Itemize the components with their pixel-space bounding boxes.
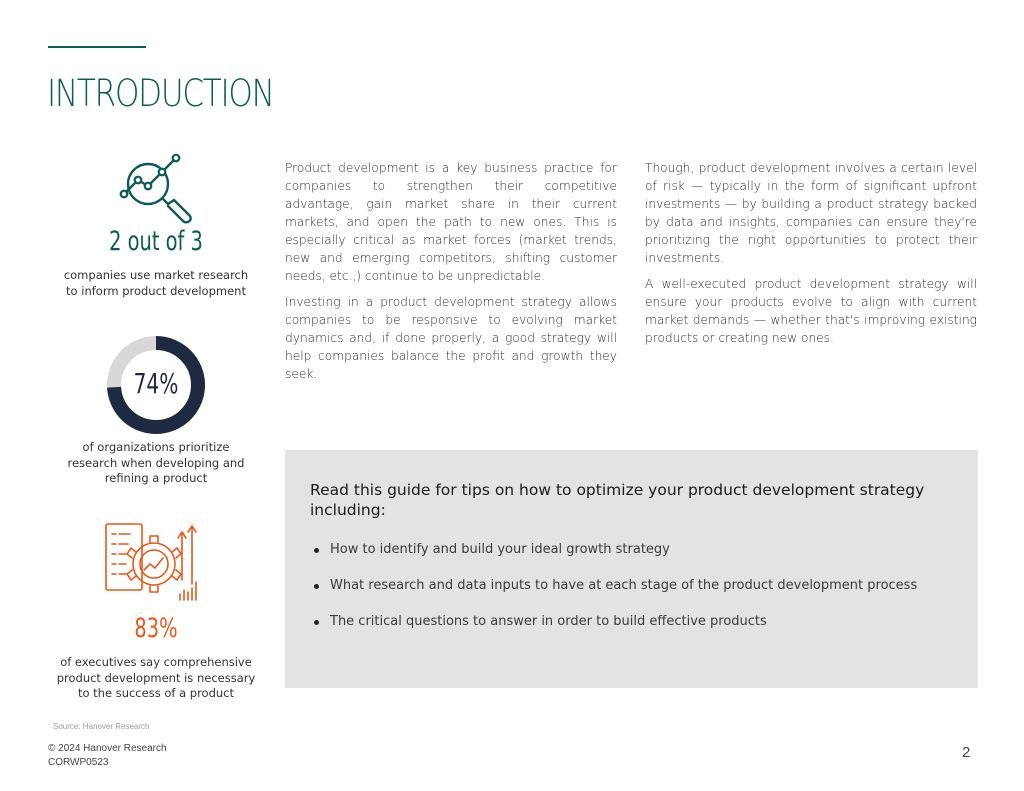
- footer-copyright: © 2024 Hanover Research: [48, 743, 167, 754]
- paragraph: Though, product development involves a certain level of risk — typically in the form of significant upfront investments — by building a product strategy backed by data and insights, companies can ensure they're prioritizing the right opportunities to protect their investments.: [645, 161, 977, 265]
- stat-number: 83%: [134, 613, 178, 644]
- source-note: Source: Hanover Research: [53, 722, 150, 731]
- list-item: What research and data inputs to have at each stage of the product development process: [330, 576, 920, 595]
- stat-caption: companies use market research to inform product development: [63, 268, 249, 298]
- list-item: How to identify and build your ideal growth strategy: [330, 540, 920, 559]
- title-rule: [48, 46, 146, 48]
- page-number: 2: [962, 744, 971, 761]
- stat-number: 2 out of 3: [109, 226, 203, 257]
- callout-heading: Read this guide for tips on how to optimize your product development strategy including:: [310, 481, 925, 519]
- callout-box: [285, 450, 978, 688]
- gear-growth-icon: [100, 520, 202, 604]
- body-column-left: [285, 159, 617, 391]
- paragraph: Investing in a product development strategy allows companies to be responsive to evolving market dynamics and, if done properly, a good strategy will help companies balance the profit and growth they seek.: [285, 295, 617, 381]
- magnifier-chart-icon: [118, 150, 194, 226]
- paragraph: Product development is a key business practice for companies to strengthen their competitive advantage, gain market share in their current markets, and open the path to new ones. This is especially critical as market forces (market trends, new and emerging competitors, shifting customer needs, etc.,) continue to be unpredictable.: [285, 161, 617, 283]
- page-title: INTRODUCTION: [47, 72, 274, 115]
- stat-caption: of executives say comprehensive product development is necessary to the success of a product: [56, 655, 256, 700]
- stat-number: 74%: [133, 367, 179, 400]
- callout-list: [330, 540, 920, 648]
- body-column-right: [645, 159, 977, 355]
- paragraph: A well-executed product development strategy will ensure your products evolve to align with current market demands — whether that's improving existing products or creating new ones.: [645, 277, 977, 345]
- stat-caption: of organizations prioritize research when developing and refining a product: [67, 440, 245, 485]
- list-item: The critical questions to answer in order to build effective products: [330, 612, 920, 631]
- footer-code: CORWP0523: [48, 757, 109, 768]
